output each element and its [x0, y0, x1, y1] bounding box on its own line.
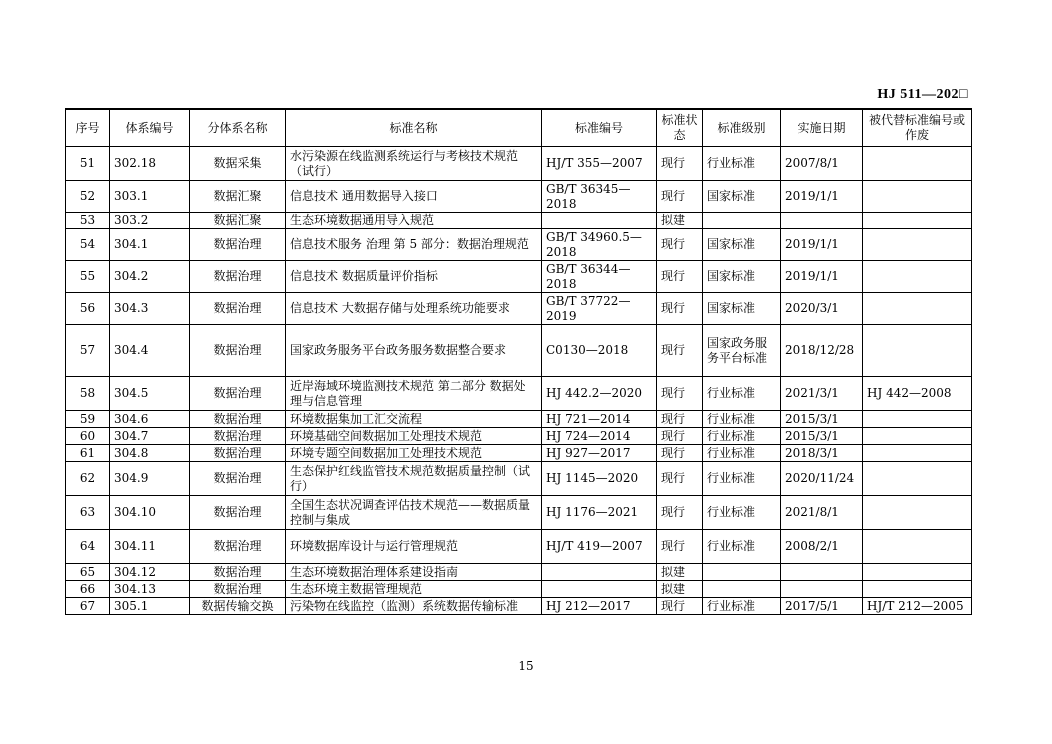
table-row: [66, 325, 972, 377]
cell-no: 56: [66, 293, 110, 325]
cell-no: 53: [66, 213, 110, 229]
table-row: [66, 377, 972, 411]
cell-replaced: [863, 445, 972, 462]
cell-no: 63: [66, 496, 110, 530]
cell-subsystem: 数据治理: [190, 462, 286, 496]
table-row: [66, 598, 972, 615]
cell-subsystem: 数据治理: [190, 325, 286, 377]
cell-no: 66: [66, 581, 110, 598]
cell-subsystem: 数据治理: [190, 445, 286, 462]
cell-level: 国家标准: [703, 181, 781, 213]
cell-date: 2021/8/1: [781, 496, 863, 530]
cell-status: 现行: [657, 229, 703, 261]
table-row: [66, 462, 972, 496]
cell-name: 生态环境数据治理体系建设指南: [286, 564, 542, 581]
cell-status: 现行: [657, 147, 703, 181]
cell-status: 现行: [657, 293, 703, 325]
cell-replaced: [863, 428, 972, 445]
cell-name: 环境专题空间数据加工处理技术规范: [286, 445, 542, 462]
cell-status: 拟建: [657, 564, 703, 581]
cell-no: 61: [66, 445, 110, 462]
cell-no: 58: [66, 377, 110, 411]
cell-status: 拟建: [657, 213, 703, 229]
cell-date: 2018/3/1: [781, 445, 863, 462]
cell-no: 59: [66, 411, 110, 428]
cell-code: 304.9: [110, 462, 190, 496]
table-row: [66, 229, 972, 261]
table-body: [66, 147, 972, 615]
cell-name: 信息技术 通用数据导入接口: [286, 181, 542, 213]
cell-code: 304.2: [110, 261, 190, 293]
cell-replaced: [863, 181, 972, 213]
cell-name: 环境基础空间数据加工处理技术规范: [286, 428, 542, 445]
cell-name: 环境数据集加工汇交流程: [286, 411, 542, 428]
cell-code: 304.12: [110, 564, 190, 581]
cell-date: 2015/3/1: [781, 428, 863, 445]
column-header: 实施日期: [781, 109, 863, 147]
cell-replaced: HJ 442—2008: [863, 377, 972, 411]
cell-date: 2018/12/28: [781, 325, 863, 377]
cell-std: GB/T 34960.5—2018: [542, 229, 657, 261]
cell-name: 生态环境数据通用导入规范: [286, 213, 542, 229]
table-row: [66, 428, 972, 445]
cell-level: [703, 564, 781, 581]
cell-std: C0130—2018: [542, 325, 657, 377]
cell-replaced: [863, 411, 972, 428]
cell-std: HJ 442.2—2020: [542, 377, 657, 411]
cell-level: 行业标准: [703, 428, 781, 445]
cell-std: [542, 564, 657, 581]
cell-status: 现行: [657, 496, 703, 530]
cell-date: [781, 564, 863, 581]
cell-level: 行业标准: [703, 462, 781, 496]
cell-std: HJ/T 355—2007: [542, 147, 657, 181]
document-code: HJ 511—202□: [877, 87, 968, 102]
cell-replaced: [863, 564, 972, 581]
cell-subsystem: 数据治理: [190, 564, 286, 581]
cell-std: HJ 1145—2020: [542, 462, 657, 496]
cell-level: 行业标准: [703, 598, 781, 615]
cell-level: 行业标准: [703, 377, 781, 411]
table-row: [66, 293, 972, 325]
cell-no: 54: [66, 229, 110, 261]
cell-status: 拟建: [657, 581, 703, 598]
cell-no: 62: [66, 462, 110, 496]
cell-name: 信息技术服务 治理 第 5 部分：数据治理规范: [286, 229, 542, 261]
cell-subsystem: 数据传输交换: [190, 598, 286, 615]
cell-std: [542, 213, 657, 229]
cell-status: 现行: [657, 181, 703, 213]
cell-subsystem: 数据治理: [190, 581, 286, 598]
cell-level: [703, 581, 781, 598]
cell-date: 2007/8/1: [781, 147, 863, 181]
table-row: [66, 530, 972, 564]
cell-level: 行业标准: [703, 411, 781, 428]
cell-code: 304.6: [110, 411, 190, 428]
cell-std: [542, 581, 657, 598]
cell-std: HJ 1176—2021: [542, 496, 657, 530]
table-row: [66, 496, 972, 530]
cell-date: 2019/1/1: [781, 261, 863, 293]
cell-date: [781, 213, 863, 229]
column-header: 分体系名称: [190, 109, 286, 147]
cell-level: 国家标准: [703, 229, 781, 261]
cell-status: 现行: [657, 261, 703, 293]
cell-std: GB/T 36345—2018: [542, 181, 657, 213]
cell-std: GB/T 37722—2019: [542, 293, 657, 325]
standards-table: [65, 108, 972, 615]
cell-std: HJ 724—2014: [542, 428, 657, 445]
cell-subsystem: 数据采集: [190, 147, 286, 181]
column-header: 被代替标准编号或作废: [863, 109, 972, 147]
cell-replaced: [863, 213, 972, 229]
cell-name: 信息技术 数据质量评价指标: [286, 261, 542, 293]
column-header: 标准级别: [703, 109, 781, 147]
table-row: [66, 261, 972, 293]
cell-no: 51: [66, 147, 110, 181]
cell-std: HJ 927—2017: [542, 445, 657, 462]
cell-level: 国家标准: [703, 293, 781, 325]
table-row: [66, 581, 972, 598]
cell-date: 2019/1/1: [781, 229, 863, 261]
column-header: 体系编号: [110, 109, 190, 147]
cell-code: 304.11: [110, 530, 190, 564]
table-row: [66, 411, 972, 428]
cell-replaced: [863, 293, 972, 325]
cell-subsystem: 数据治理: [190, 229, 286, 261]
cell-code: 304.13: [110, 581, 190, 598]
cell-subsystem: 数据治理: [190, 530, 286, 564]
cell-no: 67: [66, 598, 110, 615]
column-header: 标准编号: [542, 109, 657, 147]
cell-replaced: [863, 229, 972, 261]
cell-level: 行业标准: [703, 147, 781, 181]
table-row: [66, 181, 972, 213]
cell-name: 全国生态状况调查评估技术规范——数据质量控制与集成: [286, 496, 542, 530]
cell-date: 2020/3/1: [781, 293, 863, 325]
cell-no: 55: [66, 261, 110, 293]
cell-replaced: HJ/T 212—2005: [863, 598, 972, 615]
cell-status: 现行: [657, 462, 703, 496]
column-header: 标准状态: [657, 109, 703, 147]
cell-status: 现行: [657, 377, 703, 411]
cell-subsystem: 数据治理: [190, 428, 286, 445]
cell-level: 国家标准: [703, 261, 781, 293]
cell-name: 国家政务服务平台政务服务数据整合要求: [286, 325, 542, 377]
cell-code: 304.5: [110, 377, 190, 411]
cell-code: 304.4: [110, 325, 190, 377]
cell-level: 行业标准: [703, 530, 781, 564]
cell-replaced: [863, 147, 972, 181]
cell-code: 304.10: [110, 496, 190, 530]
cell-no: 60: [66, 428, 110, 445]
cell-subsystem: 数据治理: [190, 261, 286, 293]
cell-status: 现行: [657, 598, 703, 615]
column-header: 标准名称: [286, 109, 542, 147]
column-header: 序号: [66, 109, 110, 147]
cell-name: 污染物在线监控（监测）系统数据传输标准: [286, 598, 542, 615]
cell-level: [703, 213, 781, 229]
cell-subsystem: 数据治理: [190, 496, 286, 530]
cell-subsystem: 数据治理: [190, 293, 286, 325]
cell-no: 57: [66, 325, 110, 377]
table-row: [66, 445, 972, 462]
cell-code: 302.18: [110, 147, 190, 181]
cell-name: 信息技术 大数据存储与处理系统功能要求: [286, 293, 542, 325]
cell-subsystem: 数据汇聚: [190, 181, 286, 213]
cell-date: 2008/2/1: [781, 530, 863, 564]
cell-date: 2019/1/1: [781, 181, 863, 213]
table-row: [66, 564, 972, 581]
table-row: [66, 213, 972, 229]
cell-no: 64: [66, 530, 110, 564]
page-number: 15: [518, 659, 534, 673]
cell-status: 现行: [657, 445, 703, 462]
cell-replaced: [863, 261, 972, 293]
cell-code: 304.1: [110, 229, 190, 261]
cell-date: [781, 581, 863, 598]
cell-replaced: [863, 325, 972, 377]
table-header-row: [66, 109, 972, 147]
cell-date: 2021/3/1: [781, 377, 863, 411]
cell-level: 国家政务服务平台标准: [703, 325, 781, 377]
cell-subsystem: 数据治理: [190, 377, 286, 411]
cell-code: 304.7: [110, 428, 190, 445]
cell-no: 52: [66, 181, 110, 213]
cell-name: 生态保护红线监管技术规范数据质量控制（试行）: [286, 462, 542, 496]
cell-date: 2015/3/1: [781, 411, 863, 428]
cell-name: 水污染源在线监测系统运行与考核技术规范（试行）: [286, 147, 542, 181]
cell-code: 305.1: [110, 598, 190, 615]
cell-subsystem: 数据治理: [190, 411, 286, 428]
cell-status: 现行: [657, 411, 703, 428]
cell-status: 现行: [657, 530, 703, 564]
cell-date: 2017/5/1: [781, 598, 863, 615]
cell-no: 65: [66, 564, 110, 581]
cell-code: 303.2: [110, 213, 190, 229]
cell-replaced: [863, 530, 972, 564]
cell-level: 行业标准: [703, 445, 781, 462]
cell-std: HJ/T 419—2007: [542, 530, 657, 564]
cell-status: 现行: [657, 325, 703, 377]
table-row: [66, 147, 972, 181]
cell-code: 304.3: [110, 293, 190, 325]
cell-date: 2020/11/24: [781, 462, 863, 496]
cell-name: 生态环境主数据管理规范: [286, 581, 542, 598]
cell-code: 304.8: [110, 445, 190, 462]
cell-name: 近岸海域环境监测技术规范 第二部分 数据处理与信息管理: [286, 377, 542, 411]
cell-replaced: [863, 462, 972, 496]
cell-std: HJ 721—2014: [542, 411, 657, 428]
cell-replaced: [863, 496, 972, 530]
cell-std: HJ 212—2017: [542, 598, 657, 615]
cell-subsystem: 数据汇聚: [190, 213, 286, 229]
cell-level: 行业标准: [703, 496, 781, 530]
cell-replaced: [863, 581, 972, 598]
cell-status: 现行: [657, 428, 703, 445]
cell-name: 环境数据库设计与运行管理规范: [286, 530, 542, 564]
cell-code: 303.1: [110, 181, 190, 213]
cell-std: GB/T 36344—2018: [542, 261, 657, 293]
